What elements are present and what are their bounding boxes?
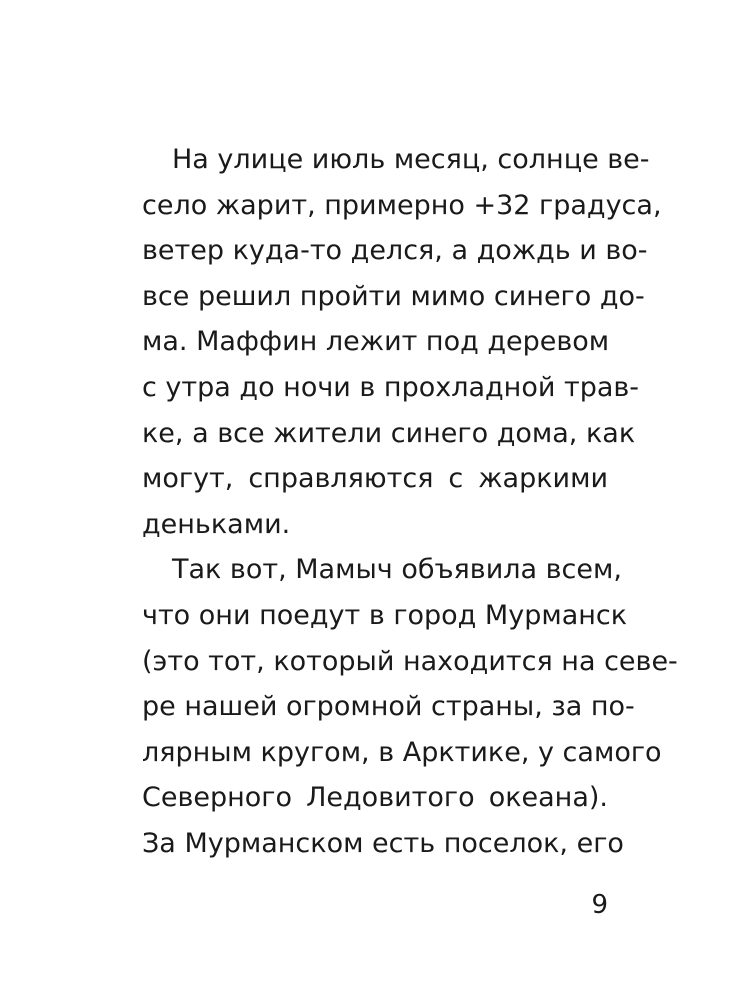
text-line: с утра до ночи в прохладной трав- — [142, 371, 640, 403]
text-line: Северного Ледовитого океана). — [142, 782, 608, 814]
text-line: ветер куда-то делся, а дождь и во- — [142, 235, 648, 267]
text-line: ке, а все жители синего дома, как — [142, 417, 636, 449]
text-line: все решил пройти мимо синего до- — [142, 280, 645, 312]
body-text — [142, 137, 678, 867]
text-line: ре нашей огромной страны, за по- — [142, 691, 635, 723]
text-line: ма. Маффин лежит под деревом — [142, 326, 610, 358]
text-line: На улице июль месяц, солнце ве- — [172, 144, 650, 175]
text-line: село жарит, примерно +32 градуса, — [142, 189, 662, 221]
text-line: деньками. — [142, 508, 291, 540]
page-number: 9 — [591, 890, 608, 920]
text-line: могут, справляются с жаркими — [142, 463, 608, 495]
text-line: лярным кругом, в Арктике, у самого — [142, 736, 662, 768]
paragraph-1 — [142, 137, 662, 547]
text-line: (это тот, который находится на севе- — [142, 645, 678, 677]
text-line: что они поедут в город Мурманск — [142, 599, 628, 631]
paragraph-2 — [142, 547, 678, 866]
text-line: За Мурманском есть поселок, его — [142, 827, 624, 859]
text-line: Так вот, Мамыч объявила всем, — [172, 554, 622, 586]
